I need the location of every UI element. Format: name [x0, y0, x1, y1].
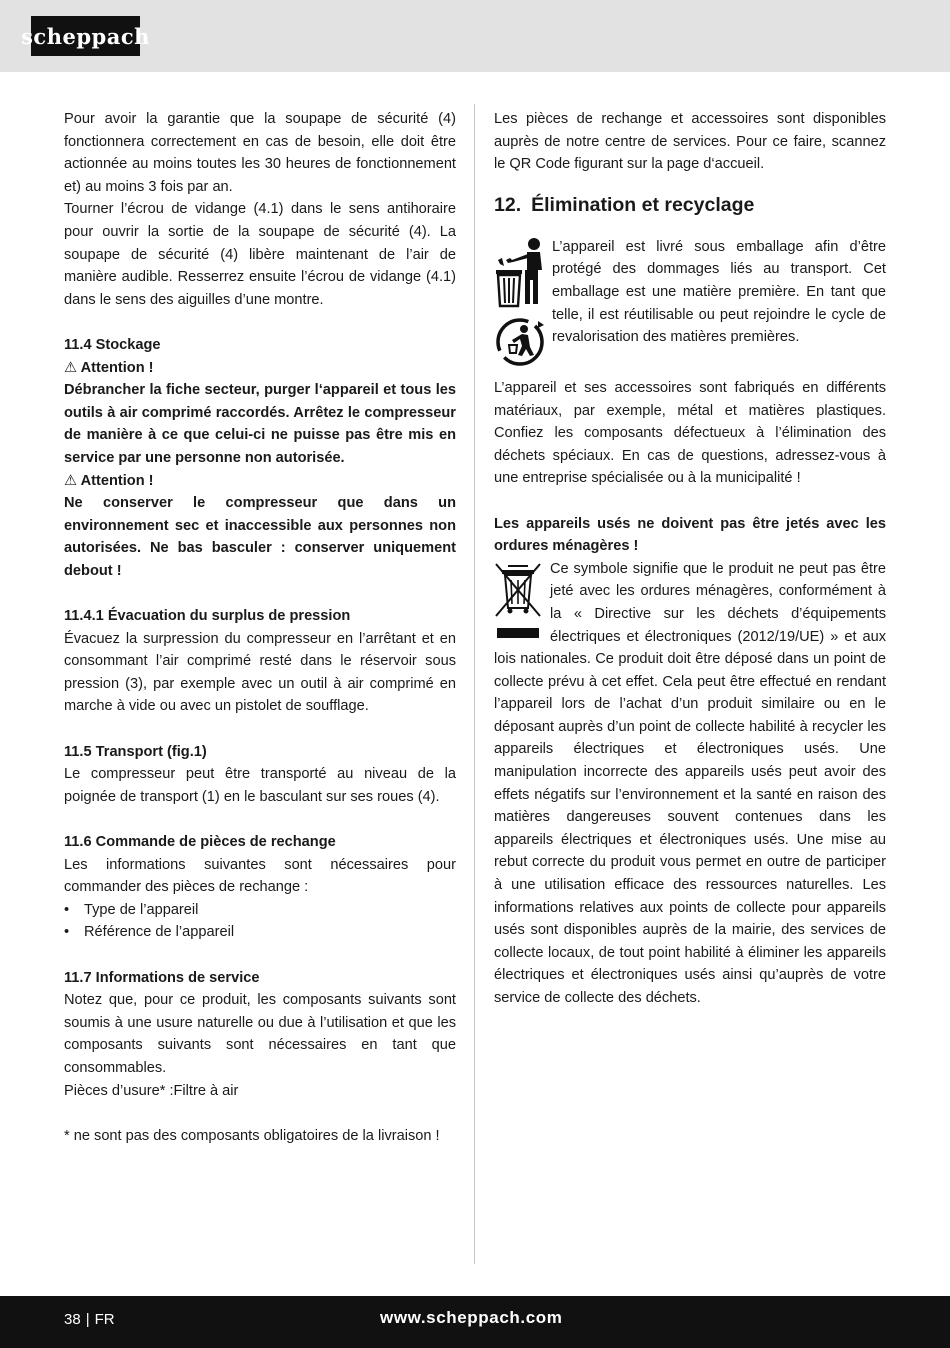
section-11-7-title: 11.7 Informations de service	[64, 969, 260, 986]
recycling-icons	[494, 236, 552, 377]
storage-warning-text-2: Ne conserver le compresseur que dans un environnement sec et inaccessible aux personnes non autorisées. Ne bas basculer : conserver uniquement debout !	[64, 495, 456, 579]
service-info-paragraph: Notez que, pour ce produit, les composants suivants sont soumis à une usure naturelle ou due à l’utilisation et que les composants suivants sont nécessaires en tant que consommables.	[64, 992, 456, 1076]
left-column	[64, 108, 456, 1147]
weee-block	[494, 558, 886, 1010]
attention-warning-2: ⚠ Attention !	[64, 472, 154, 489]
section-11-4-1-title: 11.4.1 Évacuation du surplus de pression	[64, 608, 351, 625]
spare-parts-order-paragraph: Les informations suivantes sont nécessaires pour commander des pièces de rechange :	[64, 856, 456, 896]
website-url: www.scheppach.com	[380, 1308, 563, 1327]
recycle-person-icon	[494, 315, 550, 369]
page-footer	[0, 1296, 950, 1348]
bullet-device-type: Type de l’appareil	[84, 901, 199, 918]
drain-nut-paragraph: Tourner l’écrou de vidange (4.1) dans le sens antihoraire pour ouvrir la sortie de la soupape de sécurité (4). La soupape de sécurité (4) libère maintenant de l’air de manière audible. Resserrez ensuite l’écrou de vidange (4.1) dans le sens des aiguilles d’une montre.	[64, 201, 456, 308]
weee-warning-title: Les appareils usés ne doivent pas être jetés avec les ordures ménagères !	[494, 515, 886, 555]
attention-warning-1: ⚠ Attention !	[64, 359, 154, 376]
transport-paragraph: Le compresseur peut être transporté au niveau de la poignée de transport (1) en le basculant sur ses roues (4).	[64, 766, 456, 805]
footnote: * ne sont pas des composants obligatoires de la livraison !	[64, 1127, 440, 1144]
weee-paragraph: Ce symbole signifie que le produit ne peut pas être jeté avec les ordures ménagères, conformément à la « Directive sur les déchets d’équipements électriques et électroniques (2012/19/UE) » et aux lois nationales. Ce produit doit être déposé dans un point de collecte prévu à cet effet. Cela peut être effectué en rendant l’appareil lors de l’achat d’un produit similaire ou en le déposant auprès d’un point de collecte habilité à recycler les appareils électriques et électroniques usés. Une manipulation incorrecte des appareils usés peut avoir des effets négatifs sur l’environnement et la santé en raison des matières dangereuses souvent contenues dans les appareils électriques et électroniques usés. Une mise au rebut correcte du produit vous permet en outre de participer à une utilisation efficace des ressources naturelles. Les informations relatives aux points de collecte pour appareils usés sont disponibles auprès de la mairie, des services de collecte locaux, de tout point habilité à éliminer les appareils électriques et électroniques usés ainsi qu’auprès de votre service de collecte des déchets.	[494, 560, 886, 1006]
recycling-block	[494, 236, 886, 377]
pressure-release-paragraph: Évacuez la surpression du compresseur en l’arrêtant et en consommant l’air comprimé resté dans le réservoir sous pression (3), par exemple avec un outil à air comprimé en marche à vide ou avec un pistolet de soufflage.	[64, 630, 456, 715]
safety-valve-paragraph: Pour avoir la garantie que la soupape de sécurité (4) fonctionnera correctement en cas de besoin, elle doit être actionnée au moins toutes les 30 heures de fonctionnement et) au moins 3 fois par an.	[64, 111, 456, 195]
page-info	[64, 1311, 115, 1328]
list-item: • Type de l’appareil	[64, 899, 456, 922]
scheppach-logo: scheppach	[31, 16, 140, 56]
section-12-title: Élimination et recyclage	[531, 193, 755, 216]
crossed-out-bin-icon	[494, 558, 544, 640]
page-header	[0, 0, 950, 72]
waste-bin-person-icon	[494, 236, 550, 308]
bullet-device-reference: Référence de l’appareil	[84, 924, 235, 941]
section-11-6-title: 11.6 Commande de pièces de rechange	[64, 834, 336, 850]
packaging-paragraph: L’appareil est livré sous emballage afin d’être protégé des dommages liés au transport. Cet emballage est une matière première. En tant que telle, il est réutilisable ou peut rejoindre le cycle de revalorisation des matières premières.	[552, 238, 886, 346]
list-item: • Référence de l’appareil	[64, 921, 456, 944]
wear-parts-line: Pièces d’usure* :Filtre à air	[64, 1082, 239, 1099]
spare-parts-availability-paragraph: Les pièces de rechange et accessoires sont disponibles auprès de notre centre de services. Pour ce faire, scannez le QR Code figurant sur la page d‘accueil.	[494, 111, 886, 173]
right-column	[494, 108, 886, 1010]
footer-separator: |	[85, 1311, 90, 1328]
storage-warning-text-1: Débrancher la fiche secteur, purger l‘appareil et tous les outils à air comprimé raccordés. Arrêtez le compresseur de manière à ce que celui-ci ne puisse pas être mis en service par une personne non autorisée.	[64, 382, 456, 466]
language-code: FR	[94, 1311, 115, 1328]
section-12-heading	[494, 192, 886, 218]
weee-icon-container	[494, 558, 550, 648]
section-11-4-title: 11.4 Stockage	[64, 336, 161, 353]
materials-paragraph: L’appareil et ses accessoires sont fabriqués en différents matériaux, par exemple, métal et matières plastiques. Confiez les composants défectueux à l’élimination des déchets spéciaux. En cas de questions, adressez-vous à une entreprise spécialisée ou à la municipalité !	[494, 379, 886, 487]
page-number: 38	[64, 1311, 81, 1328]
column-divider	[474, 104, 475, 1264]
section-12-number: 12.	[494, 193, 522, 216]
section-11-5-title: 11.5 Transport (fig.1)	[64, 743, 207, 760]
